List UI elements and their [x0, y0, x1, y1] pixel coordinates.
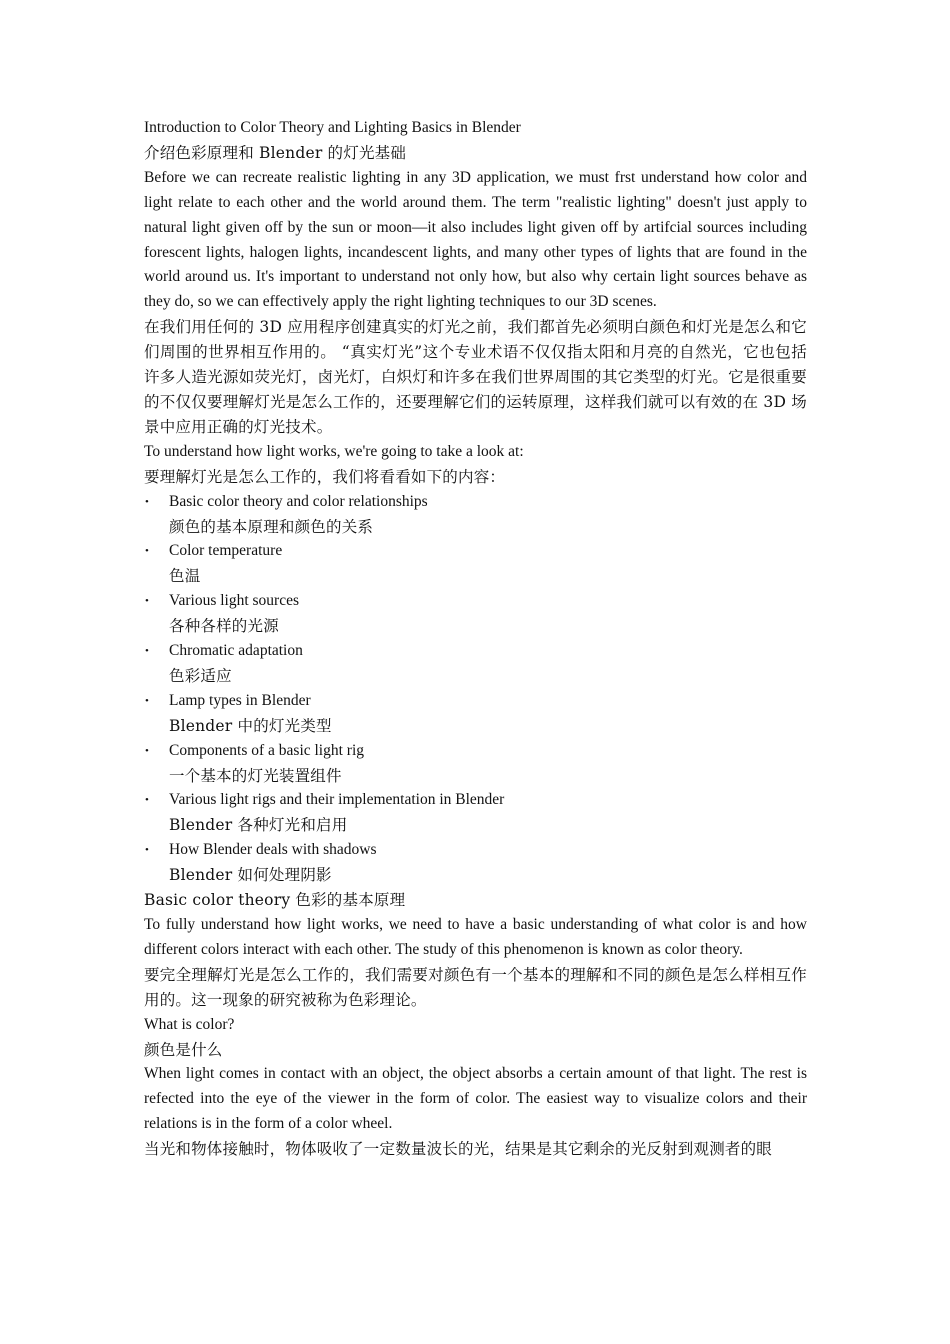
list-item-chinese: Blender 各种灯光和启用	[169, 816, 348, 835]
list-item-chinese: 色温	[169, 567, 201, 586]
list-item	[144, 589, 807, 639]
title-english: Introduction to Color Theory and Lighting Basics in Blender	[144, 119, 521, 136]
list-item-chinese: 一个基本的灯光装置组件	[169, 766, 342, 785]
list-item-chinese: 各种各样的光源	[169, 617, 279, 636]
topic-list	[144, 490, 807, 889]
list-item-english: Various light rigs and their implementation in Blender	[169, 791, 505, 809]
list-item	[144, 639, 807, 689]
bullet-icon: •	[145, 794, 149, 807]
list-item	[144, 739, 807, 789]
list-item-english: Basic color theory and color relationships	[169, 492, 428, 510]
bullet-icon: •	[145, 694, 149, 707]
list-item	[144, 838, 807, 888]
list-item-chinese: Blender 如何处理阴影	[169, 866, 332, 885]
list-item	[144, 539, 807, 589]
list-item-chinese: 色彩适应	[169, 666, 232, 685]
bullet-icon: •	[145, 545, 149, 558]
list-item-chinese: 颜色的基本原理和颜色的关系	[169, 517, 374, 536]
contact-paragraph-english: When light comes in contact with an object, the object absorbs a certain amount of that light. The rest is refected into the eye of the viewer in the form of color. The easiest way to visualize colors and their relations is in the form of a color wheel.	[144, 1065, 807, 1133]
list-item-english: How Blender deals with shadows	[169, 841, 377, 859]
bullet-icon: •	[145, 744, 149, 757]
list-item-english: Color temperature	[169, 542, 283, 560]
bullet-icon: •	[145, 844, 149, 857]
document-page	[144, 116, 807, 1162]
list-item-english: Various light sources	[169, 592, 300, 610]
look-sentence-chinese: 要理解灯光是怎么工作的，我们将看看如下的内容：	[144, 467, 506, 486]
section-heading: Basic color theory 色彩的基本原理	[144, 891, 406, 910]
section-paragraph-chinese: 要完全理解灯光是怎么工作的，我们需要对颜色有一个基本的理解和不同的颜色是怎么样相互作用的。这一现象的研究被称为色彩理论。	[144, 965, 807, 1009]
subheading-english: What is color?	[144, 1015, 235, 1033]
section-paragraph-english: To fully understand how light works, we need to have a basic understanding of what color is and how different colors interact with each other. The study of this phenomenon is known as color theory.	[144, 916, 807, 958]
bullet-icon: •	[145, 595, 149, 608]
look-sentence-english: To understand how light works, we're going to take a look at:	[144, 442, 524, 460]
list-item	[144, 788, 807, 838]
list-item	[144, 490, 807, 540]
contact-paragraph-chinese: 当光和物体接触时，物体吸收了一定数量波长的光，结果是其它剩余的光反射到观测者的眼	[144, 1140, 773, 1159]
list-item-english: Components of a basic light rig	[169, 741, 365, 759]
title-chinese: 介绍色彩原理和 Blender 的灯光基础	[144, 143, 407, 162]
list-item-english: Chromatic adaptation	[169, 642, 303, 660]
list-item-english: Lamp types in Blender	[169, 691, 311, 709]
intro-paragraph-english: Before we can recreate realistic lighting in any 3D application, we must frst understand how color and light relate to each other and the world around them. The term "realistic lighting" doesn't just apply to natural light given off by the sun or moon—it also includes light given off by artifcial sources including forescent lights, halogen lights, incandescent lights, and many other types of lights that are found in the world around us. It's important to understand not only how, but also why certain light sources behave as they do, so we can effectively apply the right lighting techniques to our 3D scenes.	[144, 168, 807, 311]
list-item	[144, 689, 807, 739]
bullet-icon: •	[145, 645, 149, 658]
bullet-icon: •	[145, 495, 149, 508]
subheading-chinese: 颜色是什么	[144, 1040, 223, 1059]
intro-paragraph-chinese: 在我们用任何的 3D 应用程序创建真实的灯光之前，我们都首先必须明白颜色和灯光是怎么和它们周围的世界相互作用的。 “真实灯光”这个专业术语不仅仅指太阳和月亮的自然光，它也包括许多人造光源如荧光灯，卤光灯，白炽灯和许多在我们世界周围的其它类型的灯光。它是很重要的不仅仅要理解灯光是怎么工作的，还要理解它们的运转原理，这样我们就可以有效的在 3D 场景中应用正确的灯光技术。	[144, 318, 807, 436]
list-item-chinese: Blender 中的灯光类型	[169, 716, 332, 735]
